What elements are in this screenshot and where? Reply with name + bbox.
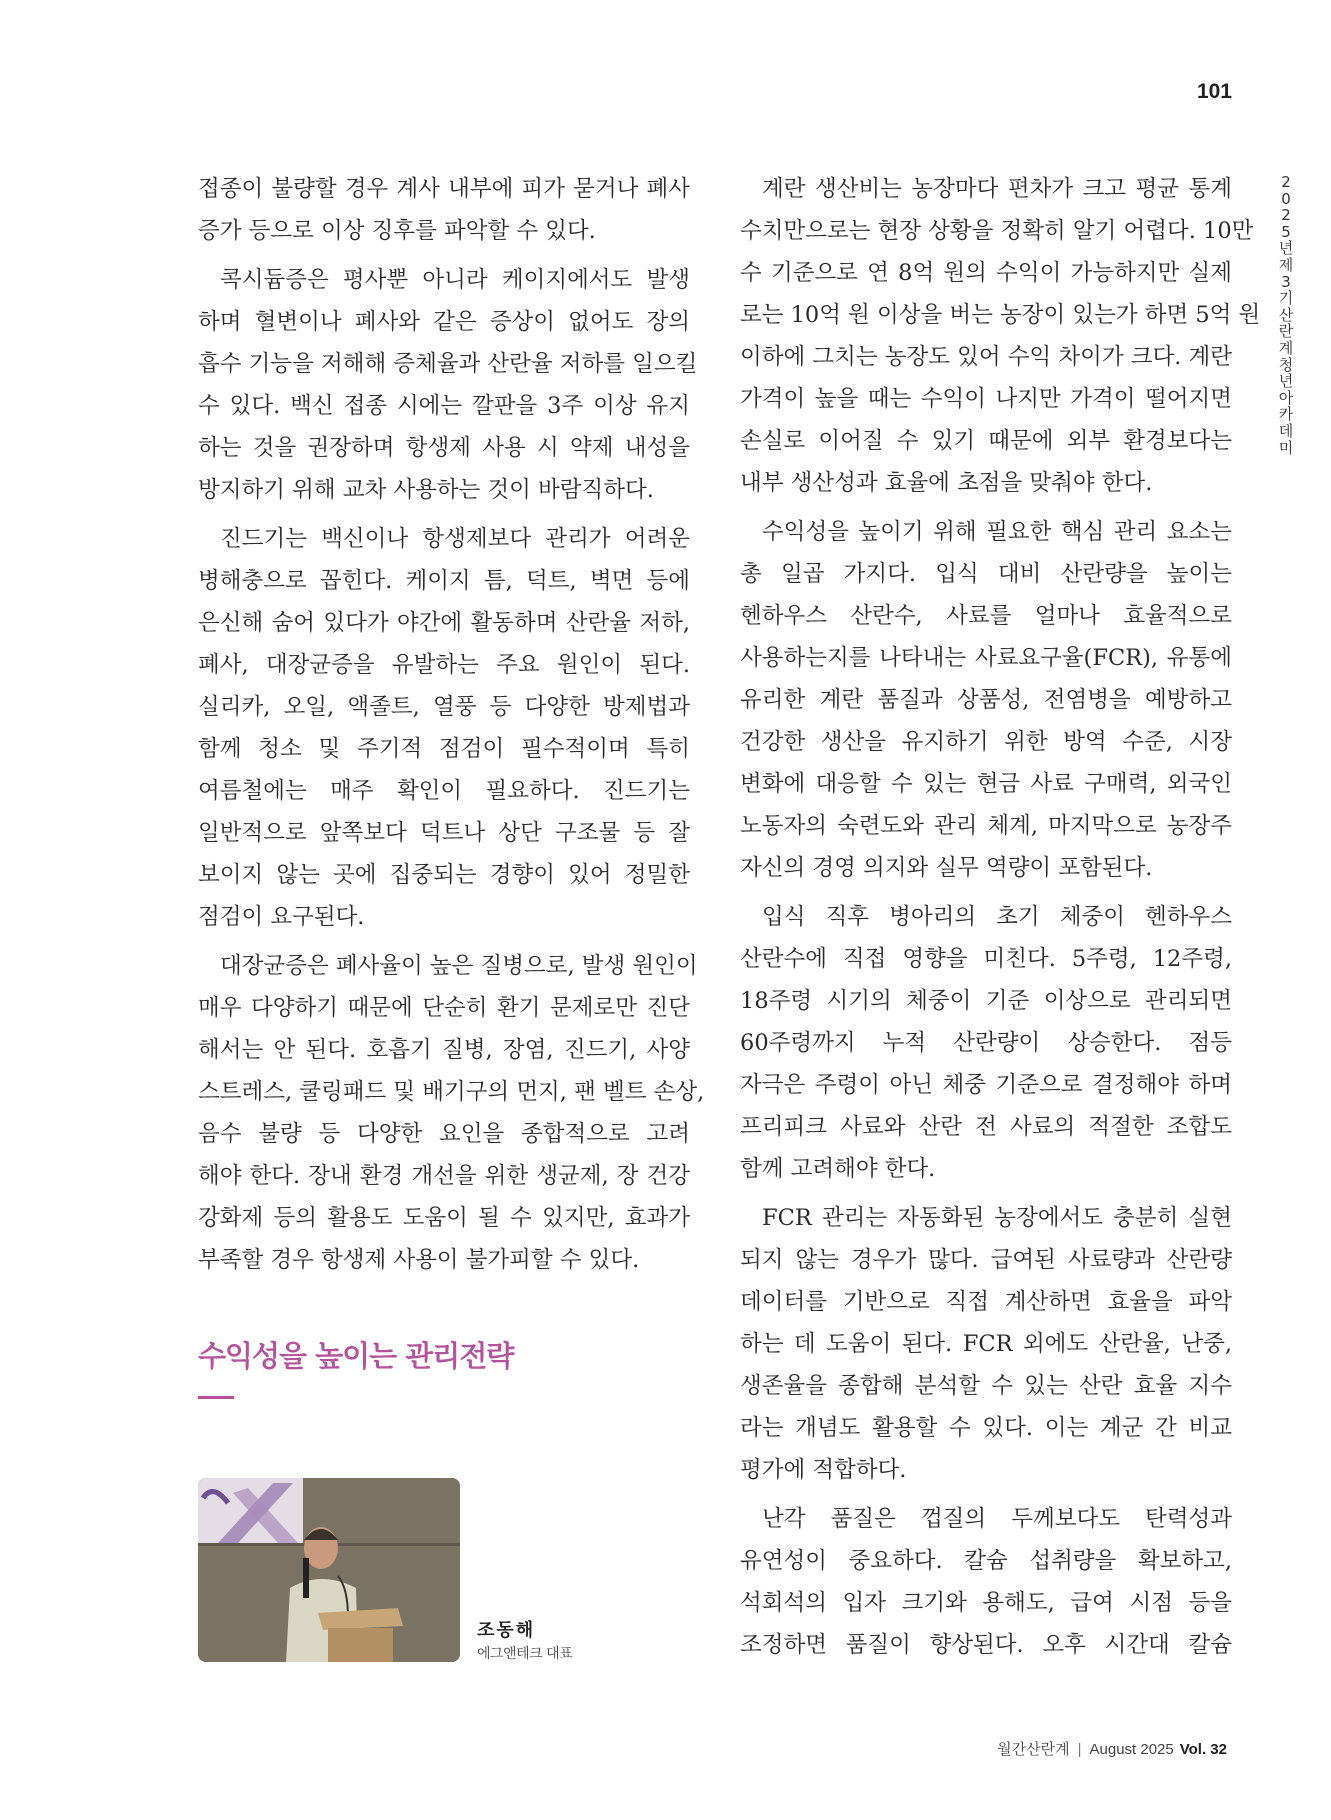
side-label-char: 제 — [1278, 255, 1294, 274]
text-line: 수치만으로는 현장 상황을 정확히 알기 어렵다. 10만 — [740, 218, 1254, 244]
side-label-char: 데 — [1278, 421, 1294, 440]
text-line: 유연성이 중요하다. 칼슘 섭취량을 확보하고, — [740, 1548, 1232, 1574]
side-label-char: 0 — [1281, 189, 1291, 208]
text-line: 흡수 기능을 저해해 증체율과 산란율 저하를 일으킬 — [198, 351, 698, 377]
text-line: 일반적으로 앞쪽보다 덕트나 상단 구조물 등 잘 — [198, 820, 690, 846]
text-line: 프리피크 사료와 산란 전 사료의 적절한 조합도 — [740, 1114, 1232, 1140]
text-line: 노동자의 숙련도와 관리 체계, 마지막으로 농장주 — [740, 813, 1232, 839]
text-line: 로는 10억 원 이상을 버는 농장이 있는가 하면 5억 원 — [740, 302, 1261, 328]
side-label-char: 2 — [1281, 173, 1291, 191]
paragraph — [740, 896, 1232, 1190]
side-label-char: 년 — [1278, 239, 1294, 258]
text-line: 콕시듐증은 평사뿐 아니라 케이지에서도 발생 — [220, 267, 690, 293]
text-line: 수익성을 높이기 위해 필요한 핵심 관리 요소는 — [762, 519, 1232, 545]
paragraph — [740, 1498, 1232, 1666]
text-line: 손실로 이어질 수 있기 때문에 외부 환경보다는 — [740, 428, 1232, 454]
text-line: 내부 생산성과 효율에 초점을 맞춰야 한다. — [740, 470, 1153, 496]
text-line: 하는 것을 권장하며 항생제 사용 시 약제 내성을 — [198, 435, 690, 461]
text-line: 병해충으로 꼽힌다. 케이지 틈, 덕트, 벽면 등에 — [198, 568, 690, 594]
text-line: 평가에 적합하다. — [740, 1457, 907, 1483]
text-line: 폐사, 대장균증을 유발하는 주요 원인이 된다. — [198, 652, 690, 678]
text-line: 되지 않는 경우가 많다. 급여된 사료량과 산란량 — [740, 1247, 1232, 1273]
text-line: 음수 불량 등 다양한 요인을 종합적으로 고려 — [198, 1121, 690, 1147]
text-line: 유리한 계란 품질과 상품성, 전염병을 예방하고 — [740, 687, 1232, 713]
text-line: 하며 혈변이나 폐사와 같은 증상이 없어도 장의 — [198, 309, 690, 335]
text-line: 60주령까지 누적 산란량이 상승한다. 점등 — [740, 1030, 1232, 1056]
text-line: 보이지 않는 곳에 집중되는 경향이 있어 정밀한 — [198, 862, 690, 888]
text-line: 수 있다. 백신 접종 시에는 깔판을 3주 이상 유지 — [198, 393, 690, 419]
paragraph — [198, 168, 690, 252]
side-label-char: 2 — [1281, 206, 1291, 225]
text-line: 변화에 대응할 수 있는 현금 사료 구매력, 외국인 — [740, 771, 1232, 797]
issue-date: August 2025 — [1089, 1741, 1174, 1758]
text-line: 입식 직후 병아리의 초기 체중이 헨하우스 — [762, 904, 1232, 930]
text-line: 자극은 주령이 아닌 체중 기준으로 결정해야 하며 — [740, 1072, 1232, 1098]
side-label-char: 산 — [1278, 305, 1294, 324]
text-line: FCR 관리는 자동화된 농장에서도 충분히 실현 — [762, 1205, 1232, 1231]
page-number: 101 — [1196, 80, 1232, 103]
text-line: 해서는 안 된다. 호흡기 질병, 장염, 진드기, 사양 — [198, 1037, 690, 1063]
text-line: 방지하기 위해 교차 사용하는 것이 바람직하다. — [198, 477, 654, 503]
side-label-char: 미 — [1278, 438, 1294, 457]
text-line: 하는 데 도움이 된다. FCR 외에도 산란율, 난중, — [740, 1331, 1232, 1357]
text-line: 데이터를 기반으로 직접 계산하면 효율을 파악 — [740, 1289, 1232, 1315]
text-line: 스트레스, 쿨링패드 및 배기구의 먼지, 팬 벨트 손상, — [198, 1079, 705, 1105]
right-column — [740, 168, 1261, 1673]
text-line: 난각 품질은 껍질의 두께보다도 탄력성과 — [762, 1506, 1232, 1532]
text-line: 산란수에 직접 영향을 미친다. 5주령, 12주령, — [740, 946, 1232, 972]
text-line: 부족할 경우 항생제 사용이 불가피할 수 있다. — [198, 1247, 640, 1273]
text-line: 함께 고려해야 한다. — [740, 1156, 936, 1182]
text-line: 이하에 그치는 농장도 있어 수익 차이가 크다. 계란 — [740, 344, 1232, 370]
text-line: 매우 다양하기 때문에 단순히 환기 문제로만 진단 — [198, 995, 690, 1021]
side-label-char: 5 — [1281, 222, 1291, 241]
side-label-char: 계 — [1278, 338, 1294, 357]
side-label-char: 아 — [1278, 388, 1294, 407]
side-label-char: 3 — [1281, 272, 1291, 291]
speaker-title: 에그앤테크 대표 — [477, 1646, 573, 1662]
text-line: 건강한 생산을 유지하기 위한 방역 수준, 시장 — [740, 729, 1232, 755]
text-line: 강화제 등의 활용도 도움이 될 수 있지만, 효과가 — [198, 1205, 690, 1231]
heading-underline — [198, 1396, 234, 1399]
footer-separator: | — [1077, 1741, 1082, 1758]
series-side-label — [1276, 174, 1296, 456]
text-line: 여름철에는 매주 확인이 필요하다. 진드기는 — [198, 778, 690, 804]
side-label-char: 란 — [1278, 322, 1294, 341]
paragraph — [740, 168, 1261, 504]
side-label-char: 년 — [1278, 372, 1294, 391]
paragraph — [740, 511, 1232, 889]
text-line: 계란 생산비는 농장마다 편차가 크고 평균 통계 — [762, 176, 1232, 202]
text-line: 헨하우스 산란수, 사료를 얼마나 효율적으로 — [740, 603, 1232, 629]
text-line: 18주령 시기의 체중이 기준 이상으로 관리되면 — [740, 988, 1232, 1014]
text-line: 사용하는지를 나타내는 사료요구율(FCR), 유통에 — [740, 645, 1232, 671]
speaker-photo — [198, 1478, 460, 1662]
text-line: 가격이 높을 때는 수익이 나지만 가격이 떨어지면 — [740, 386, 1232, 412]
paragraph — [198, 518, 690, 938]
text-line: 자신의 경영 의지와 실무 역량이 포함된다. — [740, 855, 1153, 881]
text-line: 대장균증은 폐사율이 높은 질병으로, 발생 원인이 — [220, 953, 698, 979]
text-line: 해야 한다. 장내 환경 개선을 위한 생균제, 장 건강 — [198, 1163, 690, 1189]
text-line: 함께 청소 및 주기적 점검이 필수적이며 특히 — [198, 736, 690, 762]
text-line: 총 일곱 가지다. 입식 대비 산란량을 높이는 — [740, 561, 1232, 587]
side-label-char: 카 — [1278, 405, 1294, 424]
text-line: 접종이 불량할 경우 계사 내부에 피가 묻거나 폐사 — [198, 176, 690, 202]
text-line: 라는 개념도 활용할 수 있다. 이는 계군 간 비교 — [740, 1415, 1232, 1441]
text-line: 실리카, 오일, 액졸트, 열풍 등 다양한 방제법과 — [198, 694, 690, 720]
footer — [997, 1738, 1227, 1759]
paragraph — [740, 1197, 1232, 1491]
paragraph — [198, 259, 698, 511]
text-line: 생존율을 종합해 분석할 수 있는 산란 효율 지수 — [740, 1373, 1232, 1399]
volume-number: Vol. 32 — [1179, 1741, 1227, 1758]
text-line: 증가 등으로 이상 징후를 파악할 수 있다. — [198, 218, 596, 244]
side-label-char: 기 — [1278, 289, 1294, 308]
speaker-name: 조동해 — [477, 1620, 536, 1641]
text-line: 진드기는 백신이나 항생제보다 관리가 어려운 — [220, 526, 690, 552]
text-line: 은신해 숨어 있다가 야간에 활동하며 산란율 저하, — [198, 610, 690, 636]
text-line: 조정하면 품질이 향상된다. 오후 시간대 칼슘 — [740, 1632, 1232, 1658]
side-label-char: 청 — [1278, 355, 1294, 374]
text-line: 수 기준으로 연 8억 원의 수익이 가능하지만 실제 — [740, 260, 1232, 286]
section-heading: 수익성을 높이는 관리전략 — [198, 1339, 514, 1373]
text-line: 점검이 요구된다. — [198, 904, 365, 930]
magazine-name: 월간산란계 — [997, 1741, 1070, 1758]
left-column — [198, 168, 705, 1288]
text-line: 석회석의 입자 크기와 용해도, 급여 시점 등을 — [740, 1590, 1232, 1616]
paragraph — [198, 945, 705, 1281]
